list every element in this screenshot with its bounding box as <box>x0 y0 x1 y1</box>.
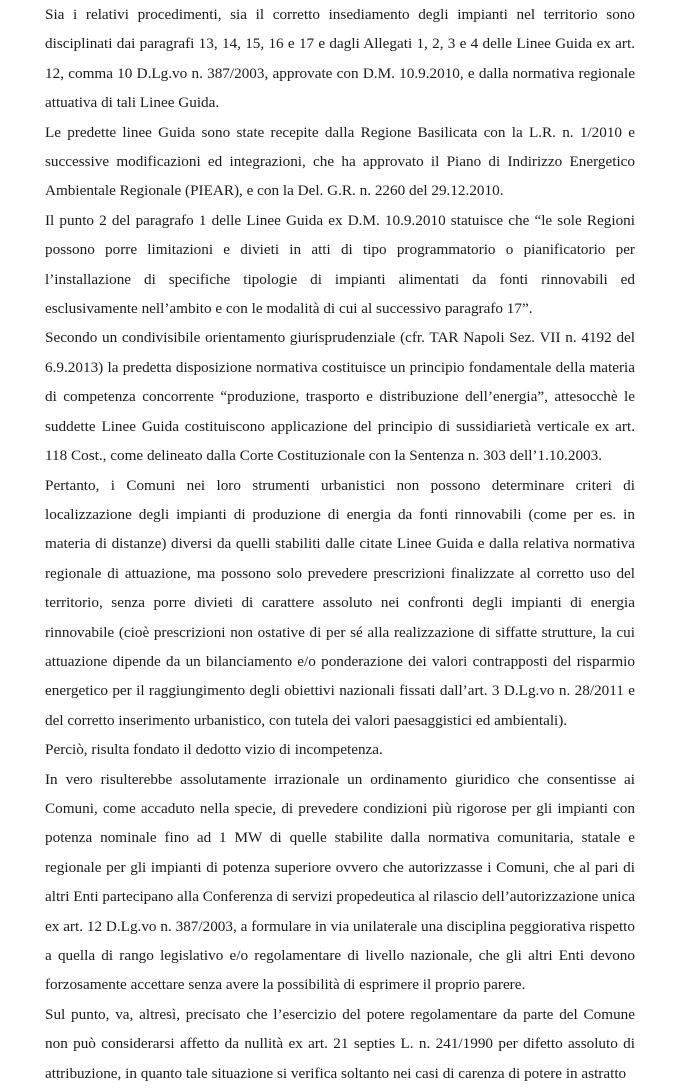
paragraph-vizio-incompetenza: Perciò, risulta fondato il dedotto vizio di incompetenza. <box>45 741 383 759</box>
paragraph-procedimenti: Sia i relativi procedimenti, sia il corretto insediamento degli impianti nel territorio sono disciplinati dai paragrafi 13, 14, 15, 16 e 17 e dagli Allegati 1, 2, 3 e 4 delle Linee Guida ex art. 12, comma 10 D.Lg.vo n. 387/2003, approvate con D.M. 10.9.2010, e dalla normativa regionale attuativa di tali Linee Guida. <box>45 6 635 112</box>
paragraph-orientamento-giurisprudenziale: Secondo un condivisibile orientamento giurisprudenziale (cfr. TAR Napoli Sez. VII n. 4192 del 6.9.2013) la predetta disposizione normativa costituisce un principio fondamentale della materia di competenza concorrente “produzione, trasporto e distribuzione dell’energia”, attesocchè le suddette Linee Guida costituiscono applicazione del principio di sussidiarietà verticale ex art. 118 Cost., come delineato dalla Corte Costituzionale con la Sentenza n. 303 dell’1.10.2003. <box>45 329 635 465</box>
paragraph-pertanto-comuni: Pertanto, i Comuni nei loro strumenti urbanistici non possono determinare criteri di localizzazione degli impianti di produzione di energia da fonti rinnovabili (come per es. in materia di distanze) diversi da quelli stabiliti dalle citate Linee Guida e dalla relativa normativa regionale di attuazione, ma possono solo prevedere prescrizioni finalizzate al corretto uso del territorio, senza porre divieti di carattere assoluto nei confronti degli impianti di energia rinnovabile (cioè prescrizioni non ostative di per sé alla realizzazione di siffatte strutture, la cui attuazione dipende da un bilanciamento e/o ponderazione dei valori contrapposti del risparmio energetico per il raggiungimento degli obiettivi nazionali fissati dall’art. 3 D.Lg.vo n. 28/2011 e del corretto inserimento urbanistico, con tutela dei valori paesaggistici ed ambientali). <box>45 476 635 729</box>
paragraph-in-vero: In vero risulterebbe assolutamente irrazionale un ordinamento giuridico che consentisse ai Comuni, come accaduto nella specie, di prevedere condizioni più rigorose per gli impianti con potenza nominale fino ad 1 MW di quelle stabilite dalla normativa comunitaria, statale e regionale per gli impianti di potenza superiore ovvero che autorizzasse i Comuni, che al pari di altri Enti partecipano alla Conferenza di servizi propedeutica al rilascio dell’autorizzazione unica ex art. 12 D.Lg.vo n. 387/2003, a formulare in via unilaterale una disciplina peggiorativa rispetto a quella di rango legislativo e/o regolamentare di livello nazionale, che gli altri Enti devono forzosamente accettare senza avere la possibilità di esprimere il proprio parere. <box>45 770 635 994</box>
paragraph-sul-punto: Sul punto, va, altresì, precisato che l’esercizio del potere regolamentare da parte del Comune non può considerarsi affetto da nullità ex art. 21 septies L. n. 241/1990 per difetto assoluto di attribuzione, in quanto tale situazione si verifica soltanto nei casi di carenza di potere in astratto <box>45 1005 635 1082</box>
paragraph-punto-2: Il punto 2 del paragrafo 1 delle Linee Guida ex D.M. 10.9.2010 statuisce che “le sole Regioni possono porre limitazioni e divieti in atti di tipo programmatorio o pianificatorio per l’installazione di specifiche tipologie di impianti alimentati da fonti rinnovabili ed esclusivamente nell’ambito e con le modalità di cui al successivo paragrafo 17”. <box>45 211 635 318</box>
paragraph-linee-guida-basilicata: Le predette linee Guida sono state recepite dalla Regione Basilicata con la L.R. n. 1/2010 e successive modificazioni ed integrazioni, che ha approvato il Piano di Indirizzo Energetico Ambientale Regionale (PIEAR), e con la Del. G.R. n. 2260 del 29.12.2010. <box>45 123 635 200</box>
document-page <box>45 0 635 1088</box>
